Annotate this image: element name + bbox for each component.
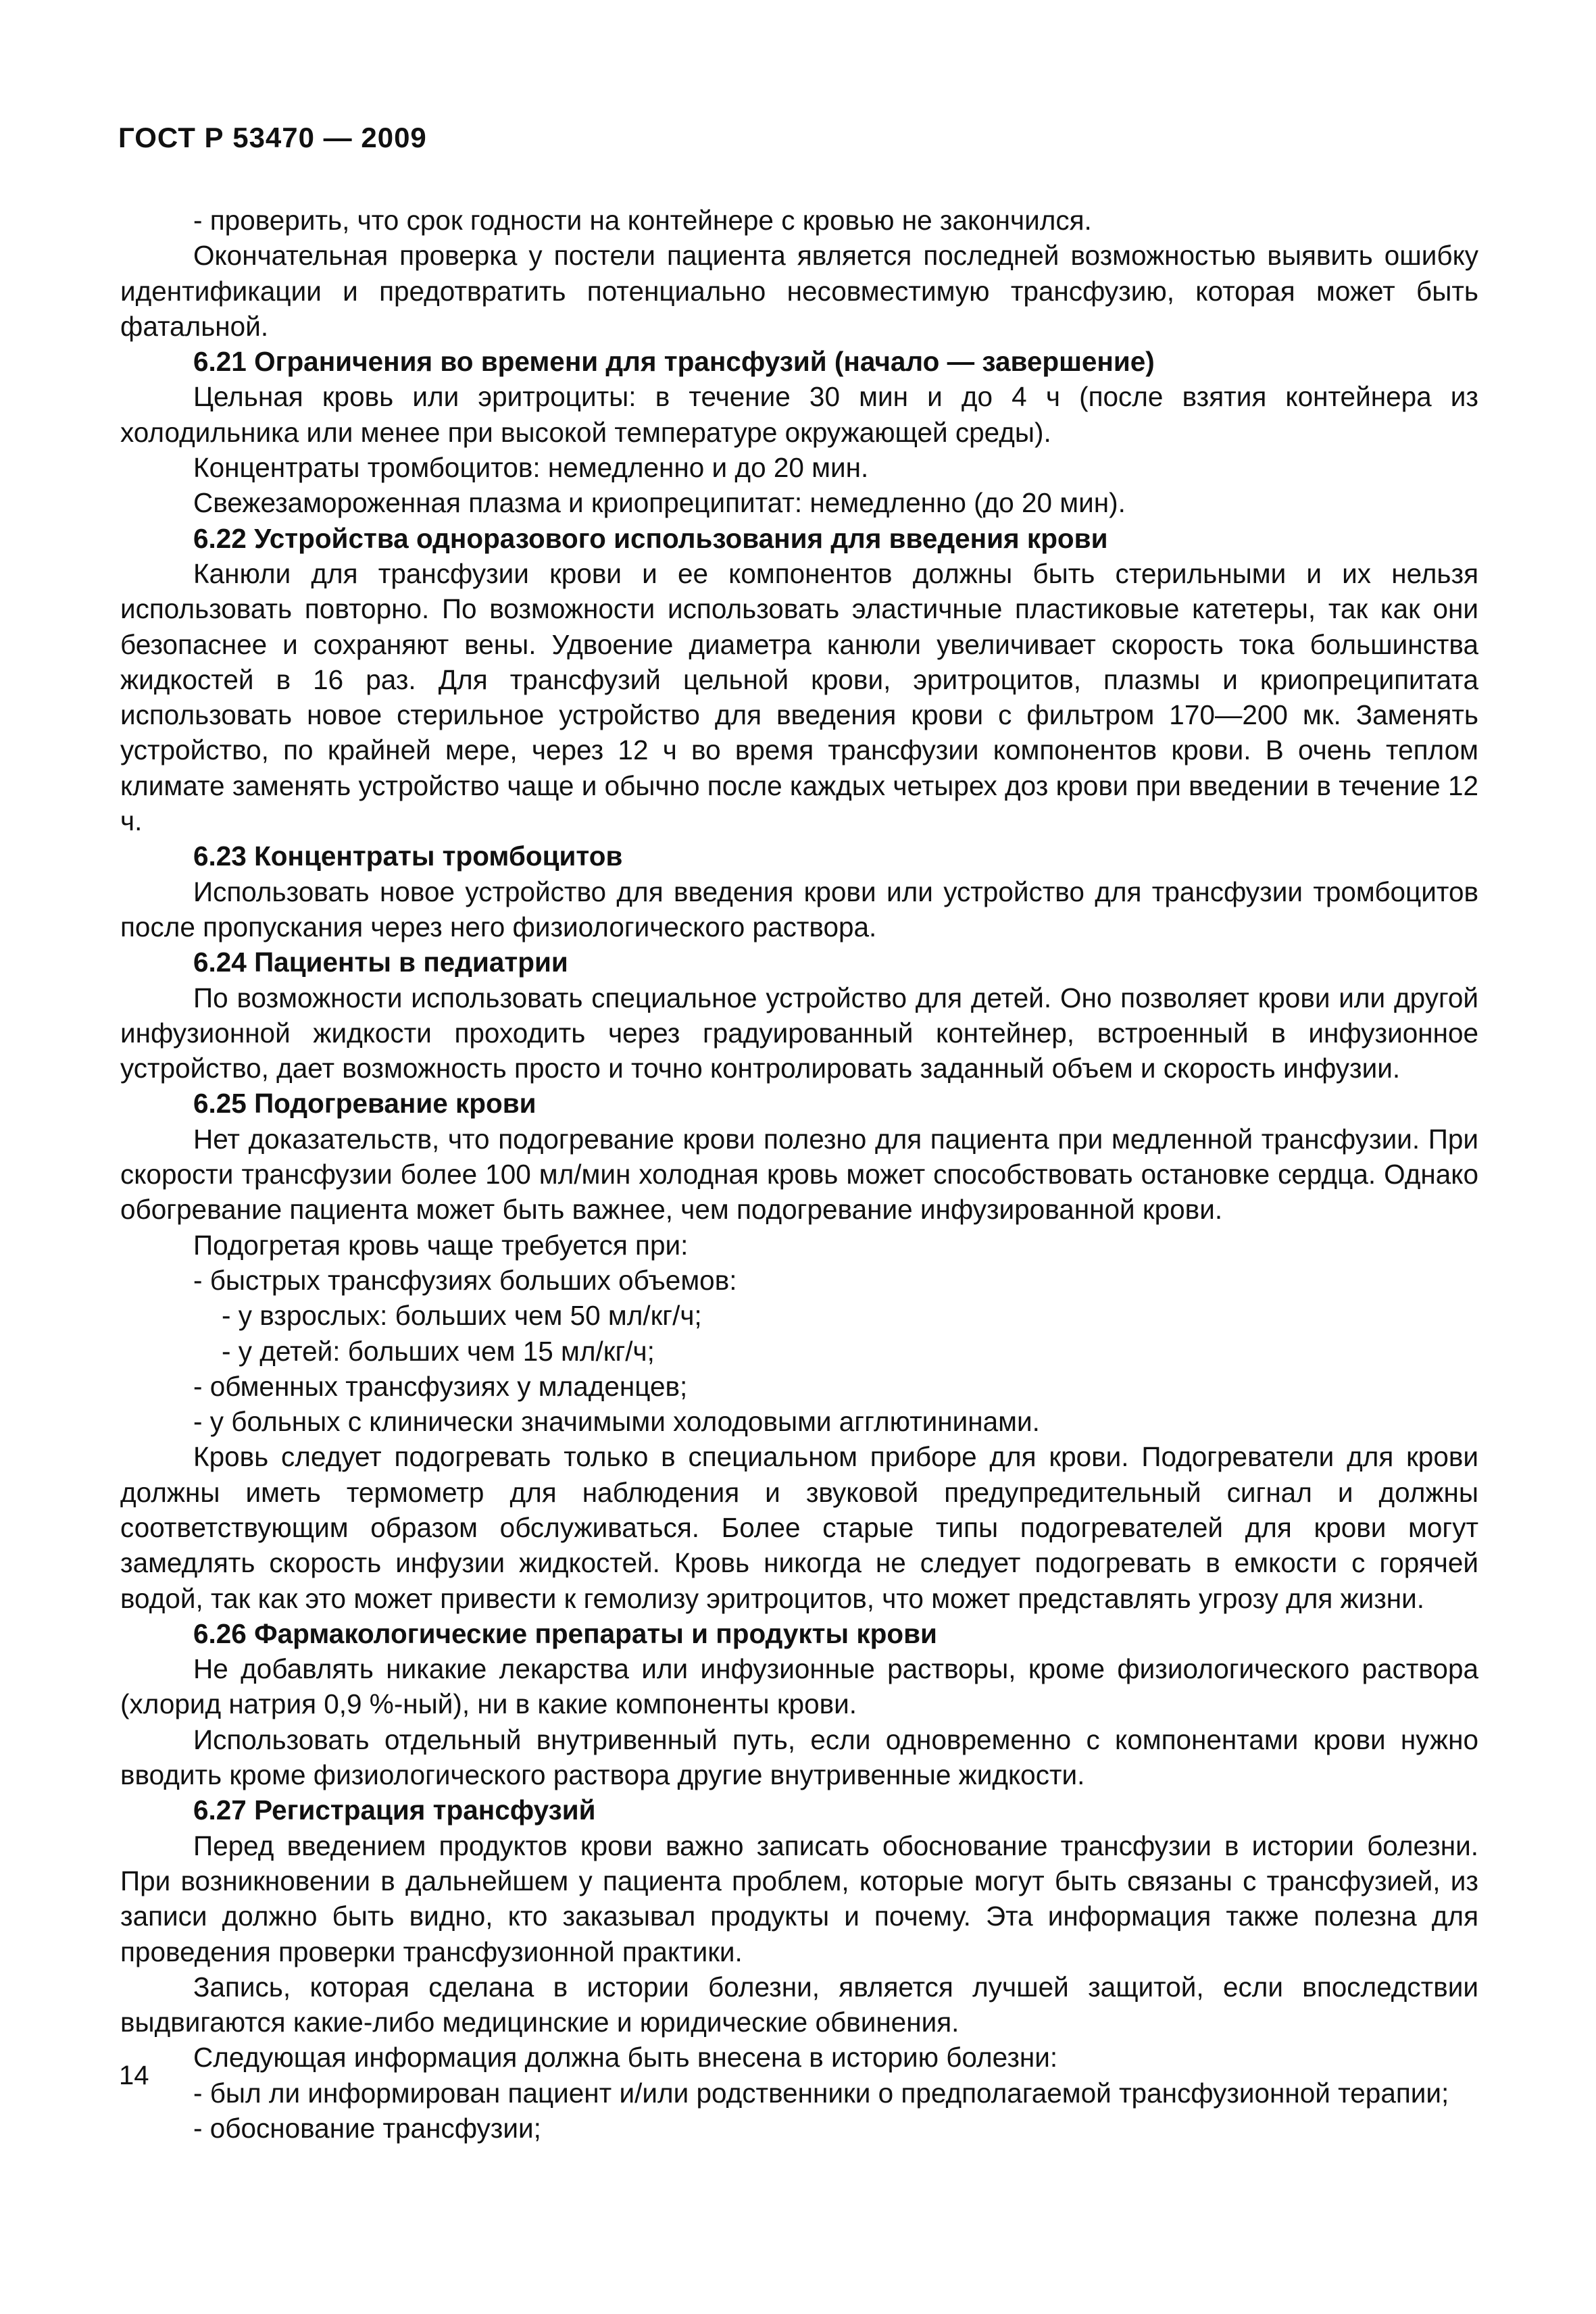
- list-item: - быстрых трансфузиях больших объемов:: [193, 1264, 737, 1296]
- document-header: ГОСТ Р 53470 — 2009: [118, 122, 427, 153]
- section-heading: 6.27 Регистрация трансфузий: [193, 1794, 596, 1826]
- page-number: 14: [119, 2061, 149, 2090]
- paragraph: - проверить, что срок годности на контейнере с кровью не закончился.: [193, 205, 1092, 236]
- list-item: - обоснование трансфузии;: [193, 2113, 541, 2144]
- paragraph: Концентраты тромбоцитов: немедленно и до 20 мин.: [193, 452, 869, 484]
- paragraph: Свежезамороженная плазма и криопреципитат: немедленно (до 20 мин).: [193, 487, 1126, 519]
- section-heading: 6.22 Устройства одноразового использования для введения крови: [193, 522, 1108, 554]
- section-heading: 6.25 Подогревание крови: [193, 1088, 537, 1120]
- paragraph: Цельная кровь или эритроциты: в течение 30 мин и до 4 ч (после взятия контейнера из холодильника или менее при высокой температуре окружающей среды).: [120, 381, 1478, 448]
- list-item: - у взрослых: больших чем 50 мл/кг/ч;: [222, 1300, 702, 1332]
- list-item: - у больных с клинически значимыми холодовыми агглютининами.: [193, 1406, 1040, 1438]
- document-body: [120, 203, 1478, 2146]
- paragraph: Канюли для трансфузии крови и ее компонентов должны быть стерильными и их нельзя использовать повторно. По возможности использовать эластичные пластиковые катетеры, так как они безопаснее и сохраняют вены. Удвоение диаметра канюли увеличивает скорость тока большинства жидкостей в 16 раз. Для трансфузий цельной крови, эритроцитов, плазмы и криопреципитата использовать новое стерильное устройство для введения крови с фильтром 170—200 мк. Заменять устройство, по крайней мере, через 12 ч во время трансфузии компонентов крови. В очень теплом климате заменять устройство чаще и обычно после каждых четырех доз крови при введении в течение 12 ч.: [120, 557, 1478, 837]
- paragraph: Кровь следует подогревать только в специальном приборе для крови. Подогреватели для крови должны иметь термометр для наблюдения и звуковой предупредительный сигнал и должны соответствующим образом обслуживаться. Более старые типы подогревателей для крови могут замедлять скорость инфузии жидкостей. Кровь никогда не следует подогревать в емкости с горячей водой, так как это может привести к гемолизу эритроцитов, что может представлять угрозу для жизни.: [120, 1441, 1478, 1614]
- paragraph: Использовать отдельный внутривенный путь, если одновременно с компонентами крови нужно вводить кроме физиологического раствора другие внутривенные жидкости.: [120, 1724, 1478, 1791]
- section-heading: 6.24 Пациенты в педиатрии: [193, 947, 568, 978]
- paragraph: Следующая информация должна быть внесена в историю болезни:: [193, 2042, 1058, 2073]
- section-heading: 6.26 Фармакологические препараты и продукты крови: [193, 1617, 937, 1649]
- paragraph: Перед введением продуктов крови важно записать обоснование трансфузии в истории болезни. При возникновении в дальнейшем у пациента проблем, которые могут быть связаны с трансфузией, из записи должно быть видно, кто заказывал продукты и почему. Эта информация также полезна для проведения проверки трансфузионной практики.: [120, 1830, 1478, 1967]
- paragraph: Запись, которая сделана в истории болезни, является лучшей защитой, если впоследствии выдвигаются какие-либо медицинские и юридические обвинения.: [120, 1971, 1478, 2038]
- paragraph: Окончательная проверка у постели пациента является последней возможностью выявить ошибку идентификации и предотвратить потенциально несовместимую трансфузию, которая может быть фатальной.: [120, 240, 1478, 342]
- paragraph: Нет доказательств, что подогревание крови полезно для пациента при медленной трансфузии. При скорости трансфузии более 100 мл/мин холодная кровь может способствовать остановке сердца. Однако обогревание пациента может быть важнее, чем подогревание инфузированной крови.: [120, 1123, 1478, 1226]
- paragraph: Подогретая кровь чаще требуется при:: [193, 1229, 689, 1261]
- paragraph: По возможности использовать специальное устройство для детей. Оно позволяет крови или другой инфузионной жидкости проходить через градуированный контейнер, встроенный в инфузионное устройство, дает возможность просто и точно контролировать заданный объем и скорость инфузии.: [120, 982, 1478, 1084]
- paragraph: Не добавлять никакие лекарства или инфузионные растворы, кроме физиологического раствора (хлорид натрия 0,9 %-ный), ни в какие компоненты крови.: [120, 1653, 1478, 1720]
- section-heading: 6.23 Концентраты тромбоцитов: [193, 840, 623, 872]
- list-item: - обменных трансфузиях у младенцев;: [193, 1370, 688, 1402]
- list-item: - у детей: больших чем 15 мл/кг/ч;: [222, 1335, 655, 1367]
- paragraph: Использовать новое устройство для введения крови или устройство для трансфузии тромбоцитов после пропускания через него физиологического раствора.: [120, 876, 1478, 942]
- section-heading: 6.21 Ограничения во времени для трансфузий (начало — завершение): [193, 346, 1155, 378]
- list-item: - был ли информирован пациент и/или родственники о предполагаемой трансфузионной терапии;: [193, 2077, 1449, 2109]
